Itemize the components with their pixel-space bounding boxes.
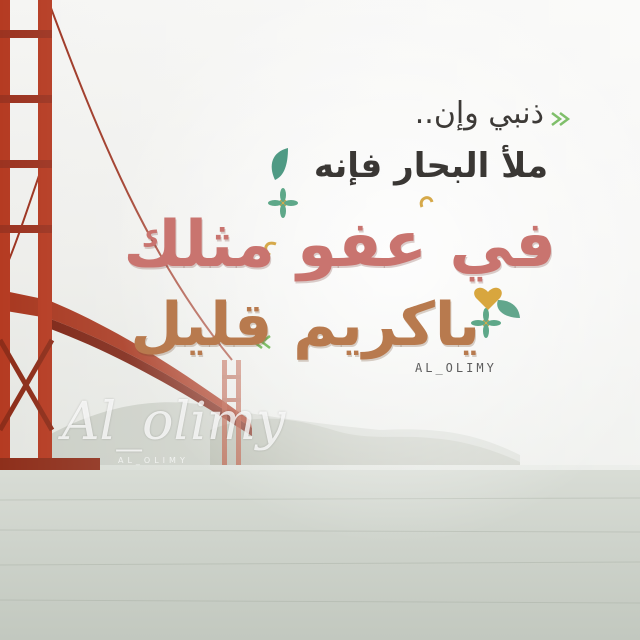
swirl-icon <box>421 198 432 207</box>
arrow-ornament-top <box>552 113 568 125</box>
quote-line-1: ذنبي وإن.. <box>414 96 544 131</box>
watermark-subtext: AL_OLIMY <box>118 456 189 465</box>
leaf-icon <box>272 148 288 180</box>
quote-line-2: ملأ البحار فإنه <box>313 146 548 186</box>
quote-line-4: ياكريم قليل <box>130 290 480 360</box>
quote-line-3: في عفو مثلك <box>123 208 556 282</box>
leaf-icon <box>497 300 520 318</box>
artist-credit: AL_OLIMY <box>415 361 497 375</box>
watermark-signature: Al_olimy <box>62 392 286 452</box>
